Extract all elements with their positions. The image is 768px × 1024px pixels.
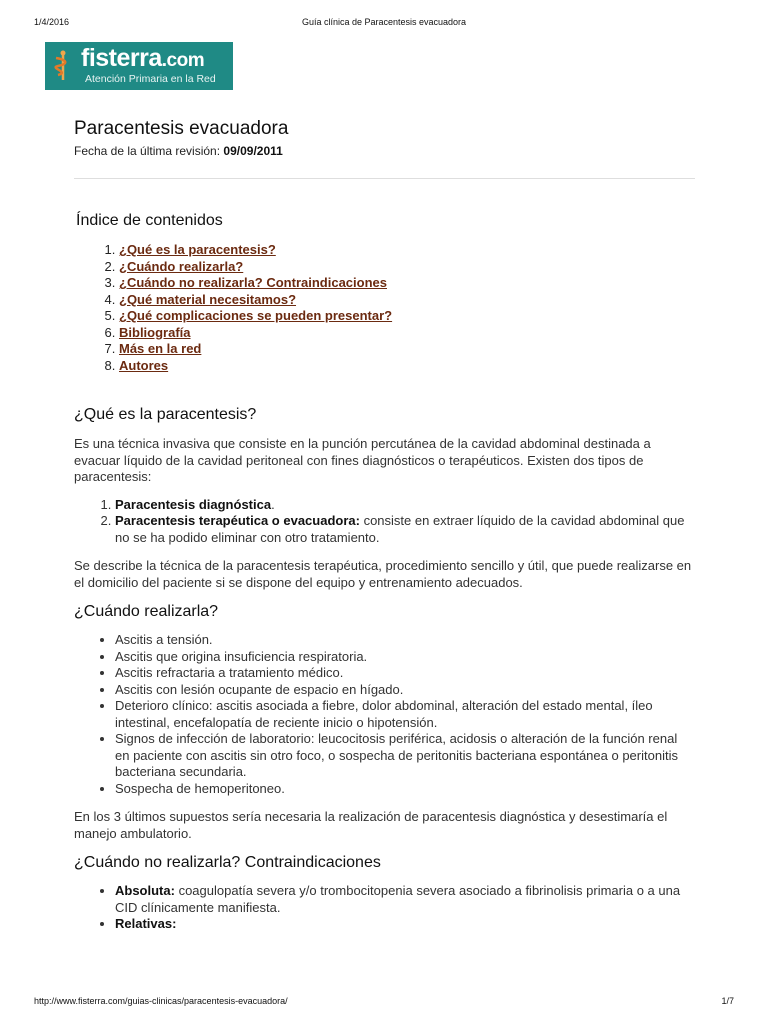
caduceus-icon: [50, 50, 76, 82]
toc-link-complicaciones[interactable]: ¿Qué complicaciones se pueden presentar?: [119, 308, 393, 323]
list-item: • Sospecha de hemoperitoneo.: [115, 781, 695, 798]
toc-link-autores[interactable]: Autores: [119, 357, 169, 373]
list-item: 2. Paracentesis terapéutica o evacuadora: consiste en extraer líquido de la cavidad abdominal que no se ha podido eliminar con otro tratamiento.: [115, 513, 695, 546]
list-item: • Ascitis a tensión.: [115, 632, 695, 649]
list-item: • Signos de infección de laboratorio: leucocitosis periférica, acidosis o alteración de la función renal en paciente con ascitis sin otro foco, o sospecha de peritonitis bacteriana espontánea o peritonitis bacteriana secundaria.: [115, 731, 695, 781]
toc-link-cuando[interactable]: ¿Cuándo realizarla?: [119, 258, 244, 274]
toc-link-que-es[interactable]: ¿Qué es la paracentesis?: [119, 242, 276, 257]
paragraph-technique: Se describe la técnica de la paracentesis terapéutica, procedimiento sencillo y útil, que puede realizarse en el domicilio del paciente si se dispone del equipo y entrenamiento adecuados.: [74, 558, 692, 590]
fisterra-logo[interactable]: [45, 42, 233, 90]
indications-list: [74, 632, 695, 797]
toc-item: [119, 358, 399, 375]
toc-link-mas-en-la-red[interactable]: Más en la red: [119, 341, 202, 356]
section-heading-que-es: ¿Qué es la paracentesis?: [74, 406, 257, 423]
list-item: 1. Paracentesis diagnóstica.: [115, 497, 695, 514]
logo-tagline: Atención Primaria en la Red: [85, 73, 216, 85]
paragraph-intro: Es una técnica invasiva que consiste en la punción percutánea de la cavidad abdominal destinada a evacuar líquido de la cavidad peritoneal con fines diagnósticos o terapéuticos. Existen dos tipos de paracentesis:: [74, 436, 651, 484]
list-item: • Ascitis refractaria a tratamiento médico.: [115, 665, 695, 682]
list-item: • Ascitis con lesión ocupante de espacio en hígado.: [115, 682, 695, 699]
list-item: • Absoluta: coagulopatía severa y/o trombocitopenia severa asociado a fibrinolisis primaria o a una CID clínicamente manifiesta.: [115, 883, 695, 916]
print-page-number: 1/7: [721, 996, 734, 1006]
toc-item: [119, 325, 399, 342]
page-title: Paracentesis evacuadora: [74, 118, 289, 139]
list-item: • Relativas:: [115, 916, 695, 933]
article-content: [74, 118, 695, 933]
paracentesis-types-list: [74, 497, 695, 547]
section-heading-cuando: ¿Cuándo realizarla?: [74, 603, 219, 620]
paragraph-note: En los 3 últimos supuestos sería necesaria la realización de paracentesis diagnóstica y desestimaría el manejo ambulatorio.: [74, 809, 668, 841]
toc-item: [119, 292, 399, 309]
logo-brand: fisterra.com: [81, 44, 205, 72]
list-item: • Ascitis que origina insuficiencia respiratoria.: [115, 649, 695, 666]
contraindications-list: [74, 883, 695, 933]
list-item: • Deterioro clínico: ascitis asociada a fiebre, dolor abdominal, alteración del estado mental, íleo intestinal, encefalopatía de reciente inicio o hipotensión.: [115, 698, 695, 731]
revision-date: Fecha de la última revisión: 09/09/2011: [74, 144, 283, 158]
print-footer: [34, 996, 734, 1006]
section-heading-contraindicaciones: ¿Cuándo no realizarla? Contraindicaciones: [74, 854, 381, 871]
print-title: Guía clínica de Paracentesis evacuadora: [301, 17, 467, 27]
table-of-contents: [74, 242, 399, 374]
toc-item: [119, 275, 399, 292]
print-url: http://www.fisterra.com/guias-clinicas/paracentesis-evacuadora/: [34, 996, 288, 1006]
toc-link-contraindicaciones[interactable]: ¿Cuándo no realizarla? Contraindicaciones: [119, 275, 387, 290]
toc-title: Índice de contenidos: [76, 212, 223, 229]
print-header: [34, 17, 734, 27]
divider: [74, 178, 695, 179]
toc-item: [119, 259, 399, 276]
toc-link-bibliografia[interactable]: Bibliografía: [119, 324, 191, 340]
toc-link-material[interactable]: ¿Qué material necesitamos?: [119, 291, 297, 307]
toc-item: [119, 242, 399, 259]
print-date: 1/4/2016: [34, 17, 70, 27]
toc-item: [119, 308, 399, 325]
toc-item: [119, 341, 399, 358]
